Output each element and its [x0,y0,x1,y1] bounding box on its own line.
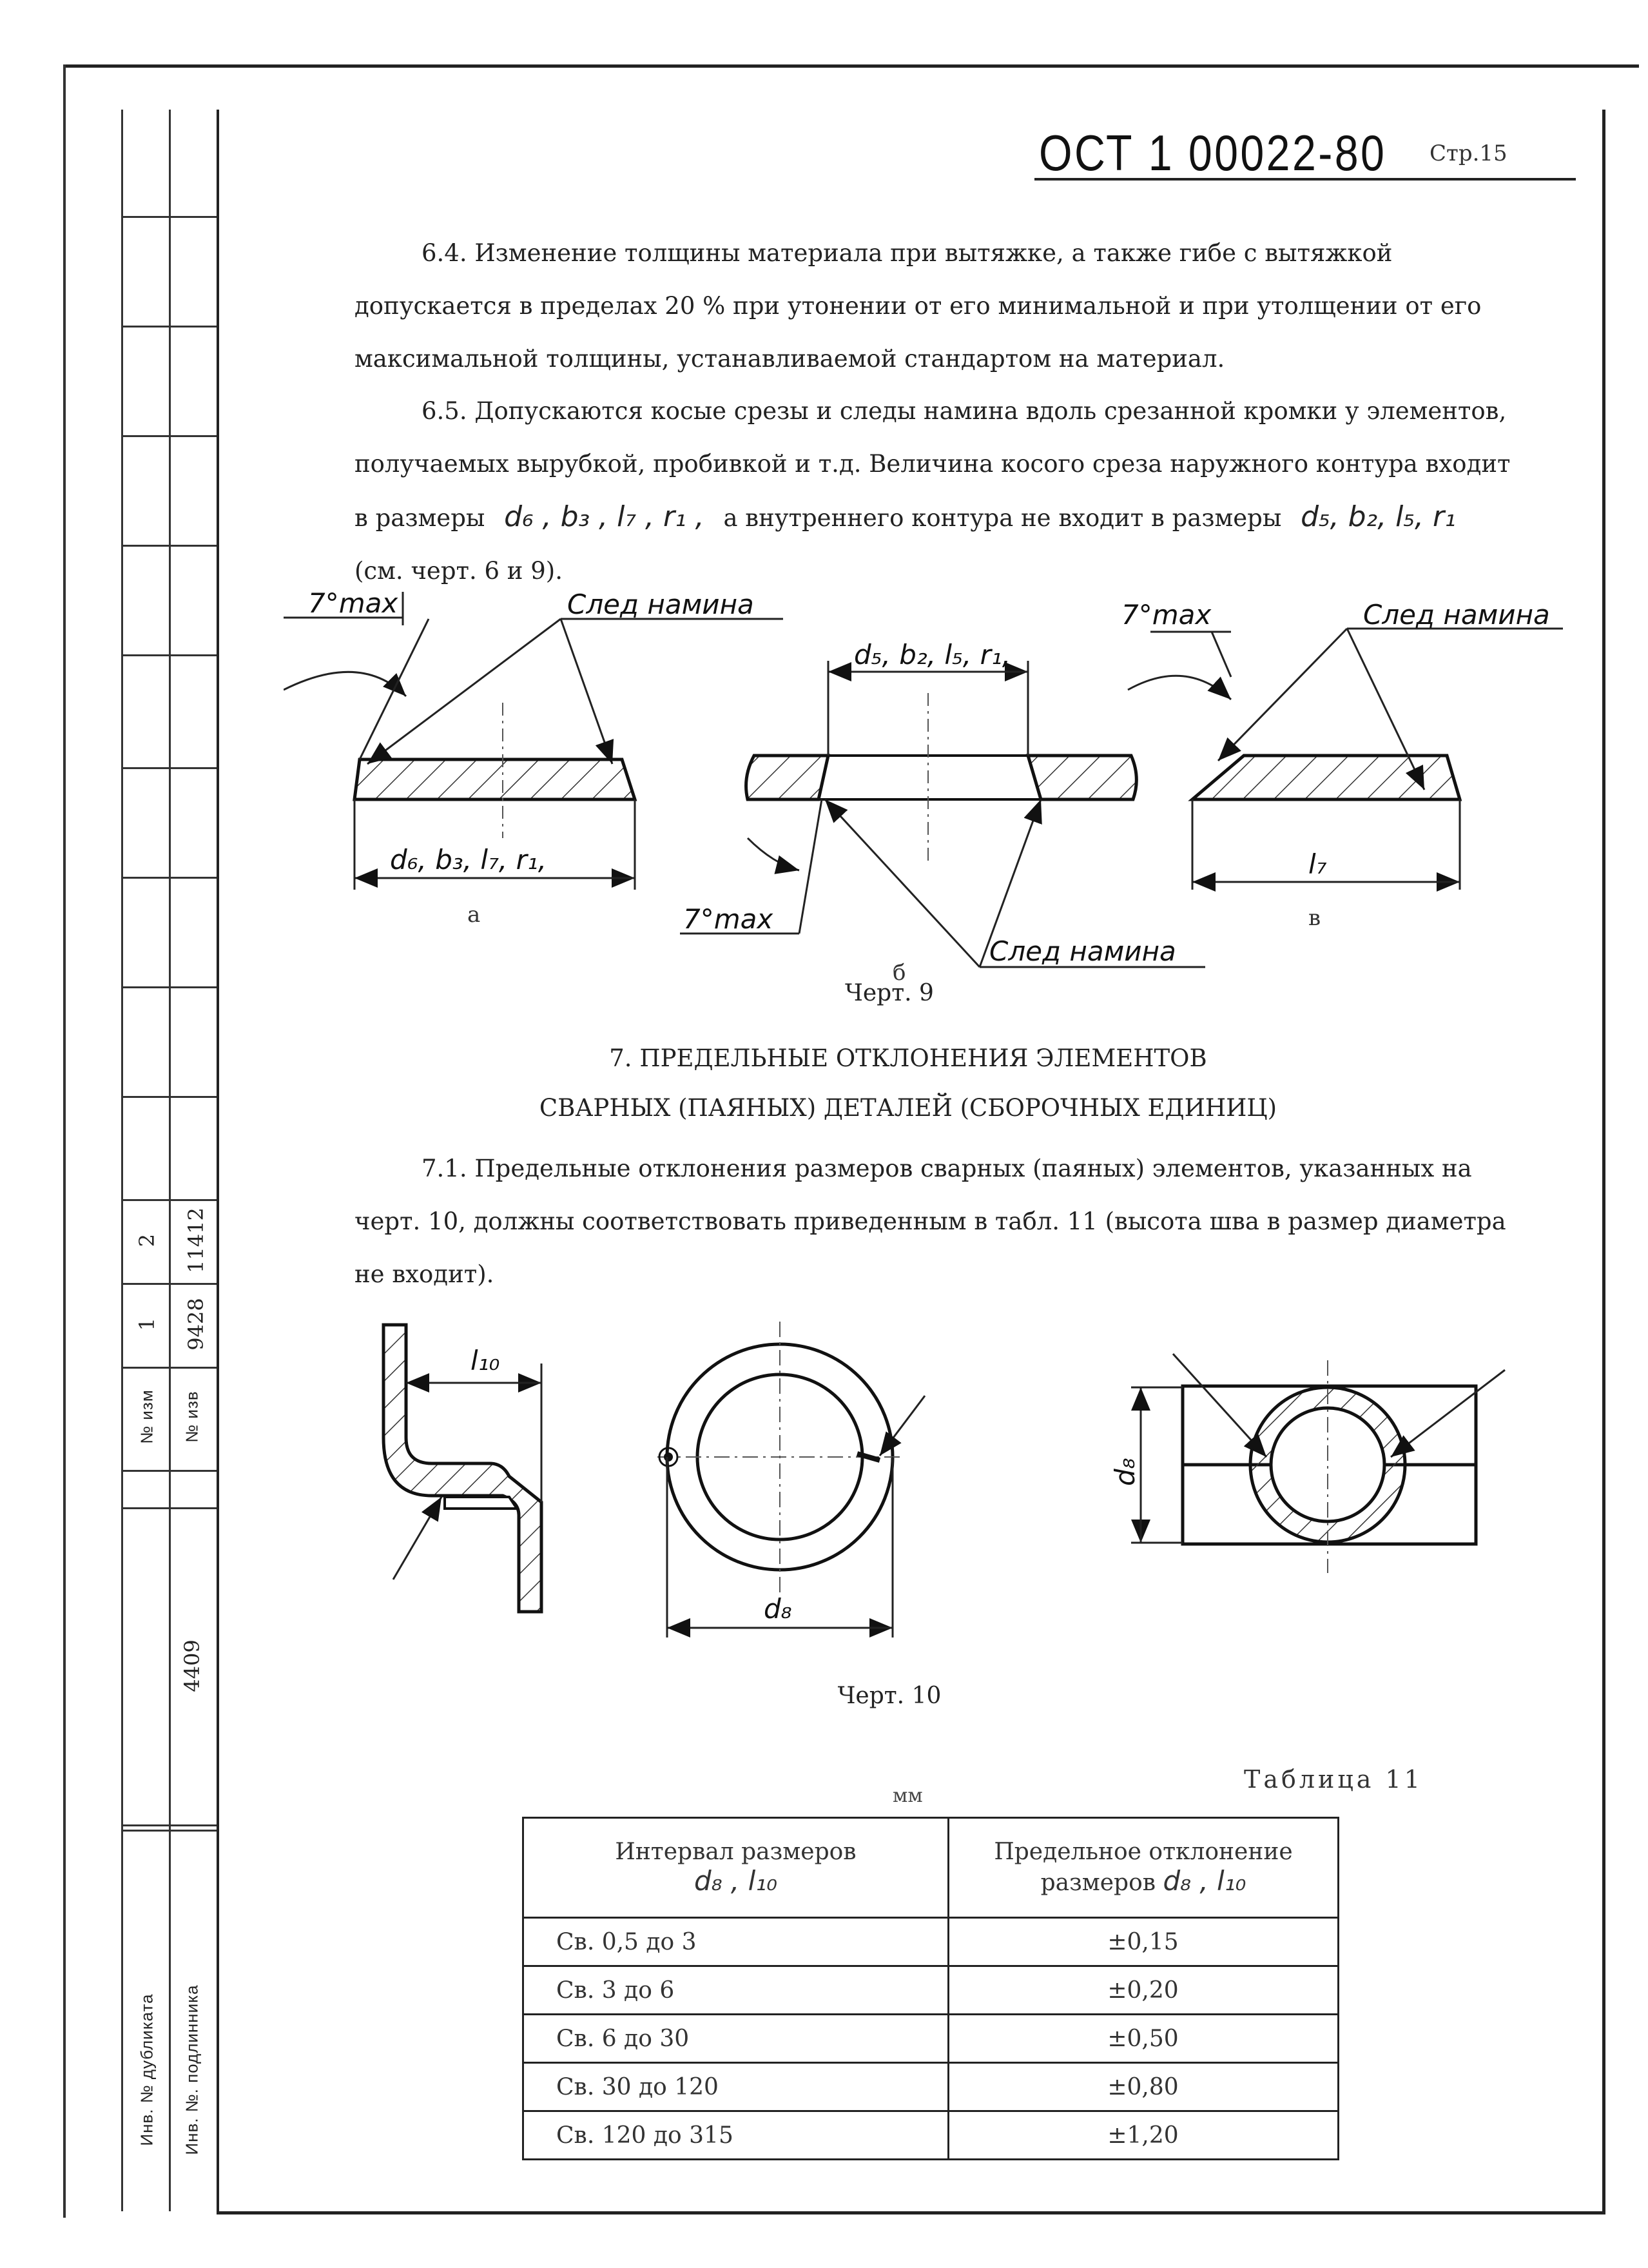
stamp-izv-label: № изв [182,1391,202,1443]
interval-cell: Св. 30 до 120 [523,2063,949,2111]
fig9-v-trace: След намина [1363,599,1550,631]
registry-stamp [121,110,217,2211]
table-row [523,1966,1339,2015]
stamp-izv-2: 11412 [184,1207,208,1273]
section-7-title-line1: 7. ПРЕДЕЛЬНЫЕ ОТКЛОНЕНИЯ ЭЛЕМЕНТОВ [609,1044,1207,1072]
fig10-tube [1109,1354,1505,1573]
fig9-b-dims: d₅, b₂, l₅, r₁, [854,639,1011,670]
stamp-izm-2: 2 [135,1233,159,1247]
stamp-izm-label: № изм [137,1389,157,1444]
fig9-a-dims: d₆, b₃, l₇, r₁, [390,844,547,875]
stamp-inv-number: 4409 [180,1639,204,1692]
fig10-caption: Черт. 10 [837,1683,942,1709]
table-row [523,2063,1339,2111]
table-11 [522,1817,1339,2160]
figure-9 [284,580,1566,993]
interval-cell: Св. 6 до 30 [523,2015,949,2063]
paragraph-6-4: 6.4. Изменение толщины материала при вытяжке, а также гибе с вытяжкой допускается в пределах 20 % при утонении от его минимальной и при утолщении от его максимальной толщины, устанавливаемой стандартом на материал. [354,239,1482,373]
fig10-ring [657,1322,925,1637]
table-header-deviation: Предельное отклонение размеров d₈ , l₁₀ [949,1818,1339,1918]
deviation-cell: ±1,20 [949,2111,1339,2160]
interval-cell: Св. 0,5 до 3 [523,1918,949,1966]
fig10-l10: l₁₀ [470,1345,500,1376]
fig9-v-dims: l₇ [1308,848,1327,880]
outer-contour-symbols: d₆ , b₃ , l₇ , r₁ , [504,500,704,533]
fig9-v-angle: 7°max [1121,599,1212,631]
stamp-orig-label: Инв. №. подлинника [182,1984,202,2155]
frame-top-line [63,64,1639,68]
fig9-a-trace: След намина [567,589,754,620]
stamp-izv-1: 9428 [184,1298,208,1351]
paragraph-7-1: 7.1. Предельные отклонения размеров сварных (паяных) элементов, указанных на черт. 10, должны соответствовать приведенным в табл. 11 (высота шва в размер диаметра не входит). [354,1155,1506,1288]
fig10-bracket [383,1325,541,1612]
fig9-part-v [1121,599,1563,931]
stamp-dup-label: Инв. № дубликата [137,1993,157,2146]
fig9-b-trace: След намина [989,935,1176,967]
stamp-izm-1: 1 [135,1317,159,1331]
fig9-a-label: а [467,902,481,928]
deviation-cell: ±0,15 [949,1918,1339,1966]
deviation-cell: ±0,20 [949,1966,1339,2015]
frame-left-line [63,64,66,2218]
interval-cell: Св. 120 до 315 [523,2111,949,2160]
header-rule [1034,178,1576,181]
table-row [523,2111,1339,2160]
table-title: Таблица 11 [1244,1765,1423,1794]
page-number: Стр.15 [1430,141,1507,166]
table-row [523,1918,1339,1966]
interval-cell: Св. 3 до 6 [523,1966,949,2015]
fig10-tube-d8: d₈ [1109,1458,1141,1486]
figure-10 [374,1309,1521,1670]
fig9-part-b [680,639,1205,986]
section-7-title-line2: СВАРНЫХ (ПАЯНЫХ) ДЕТАЛЕЙ (СБОРОЧНЫХ ЕДИНИЦ) [539,1094,1277,1122]
document-code: ОСТ 1 00022-80 [1039,124,1387,181]
table-row [523,2015,1339,2063]
table-header-interval: Интервал размеров d₈ , l₁₀ [523,1818,949,1918]
table-unit: мм [893,1784,923,1807]
deviation-cell: ±0,80 [949,2063,1339,2111]
inner-contour-symbols: d₅, b₂, l₅, r₁ [1301,500,1456,533]
fig9-caption: Черт. 9 [845,980,934,1006]
fig9-part-a [284,587,783,928]
fig9-a-angle: 7°max [308,587,398,619]
fig9-v-label: в [1308,905,1321,931]
fig9-b-angle: 7°max [683,903,773,935]
deviation-cell: ±0,50 [949,2015,1339,2063]
fig10-ring-d8: d₈ [764,1593,792,1625]
paragraph-6-5: 6.5. Допускаются косые срезы и следы намина вдоль срезанной кромки у элементов, получаемых вырубкой, пробивкой и т.д. Величина косого среза наружного контура входит в размеры d₆ , b₃ , l₇ , r₁ , а внутреннего контура не входит в размеры d₅, b₂, l₅, r₁ (см. черт. 6 и 9). [354,397,1511,585]
fig9-b-label: б [893,960,906,986]
